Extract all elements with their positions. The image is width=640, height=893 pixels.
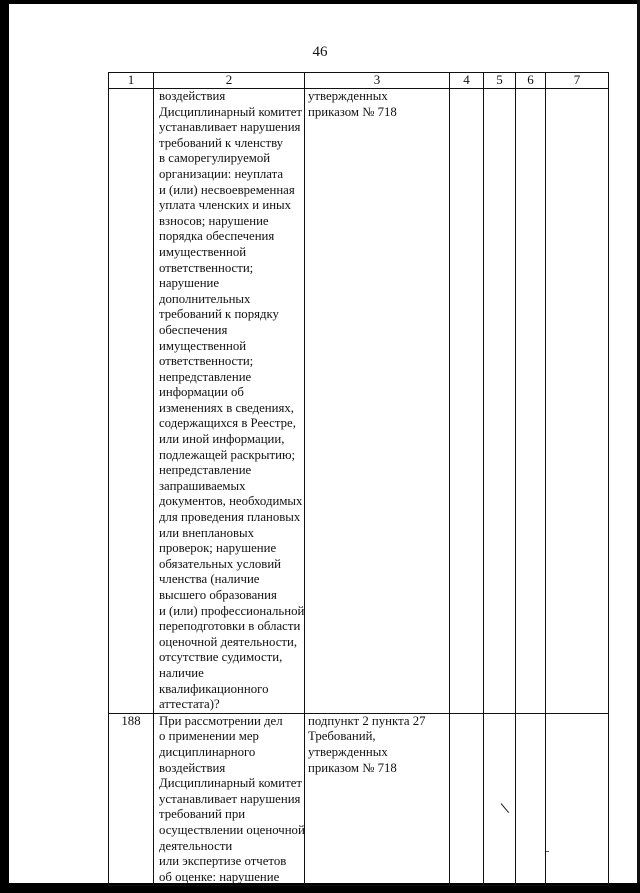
- text-line: устанавливает нарушения: [159, 120, 301, 135]
- text-line: высшего образования: [159, 588, 277, 602]
- text-line: проверок; нарушение: [159, 541, 277, 556]
- text-line: устанавливает нарушения: [159, 791, 301, 806]
- column-header: 3: [305, 73, 450, 89]
- text-line: Дисциплинарный комитет: [159, 104, 302, 119]
- column-header: 2: [154, 73, 305, 89]
- text-line: документов, необходимых: [159, 494, 303, 509]
- empty-cell: [516, 713, 546, 886]
- legal-basis-cell: [305, 89, 450, 714]
- text-line: о применении мер: [159, 729, 259, 744]
- text-line: организации: неуплата: [159, 166, 284, 181]
- text-line: об оценке: нарушение: [159, 869, 280, 884]
- text-line: обязательных условий: [159, 556, 282, 571]
- page-number: 46: [312, 44, 328, 60]
- text-line: осуществлении оценочной: [159, 822, 305, 837]
- text-line: и (или) несвоевременная: [159, 182, 295, 197]
- column-header: 7: [546, 73, 609, 89]
- empty-cell: [484, 89, 516, 714]
- scan-border-top: [0, 0, 640, 4]
- empty-cell: [484, 713, 516, 886]
- row-number-cell: 188: [109, 713, 154, 886]
- column-header: 4: [450, 73, 484, 89]
- text-line: деятельности: [159, 838, 233, 853]
- text-line: воздействия: [159, 760, 226, 775]
- text-line: отсутствие судимости,: [159, 650, 283, 665]
- text-line: утвержденных: [308, 89, 388, 103]
- table-row: [109, 89, 609, 714]
- scan-speck: [546, 851, 549, 852]
- text-line: требований к членству: [159, 135, 284, 150]
- empty-cell: [450, 713, 484, 886]
- text-line: имущественной: [159, 244, 247, 259]
- text-line: непредставление: [159, 369, 252, 384]
- text-line: Требований,: [308, 729, 376, 744]
- column-header: 5: [484, 73, 516, 89]
- text-line: непредставление: [159, 463, 252, 478]
- text-line: или экспертизе отчетов: [159, 854, 287, 869]
- text-line: воздействия: [159, 89, 226, 103]
- text-line: приказом № 718: [308, 104, 397, 119]
- question-cell: [154, 89, 305, 714]
- text-line: приказом № 718: [308, 760, 397, 775]
- text-line: запрашиваемых: [159, 478, 246, 493]
- text-line: порядка обеспечения: [159, 229, 275, 244]
- question-cell: [154, 713, 305, 886]
- text-line: и (или) профессиональной: [159, 603, 305, 618]
- text-line: или иной информации,: [159, 432, 285, 447]
- checklist-table: [108, 72, 609, 886]
- text-line: аттестата)?: [159, 697, 220, 712]
- text-line: ответственности;: [159, 260, 254, 275]
- text-line: утвержденных: [308, 744, 388, 759]
- text-line: имущественной: [159, 338, 247, 353]
- table-row: [109, 713, 609, 886]
- column-header: 6: [516, 73, 546, 89]
- text-line: ответственности;: [159, 354, 254, 369]
- text-line: наличие: [159, 665, 204, 680]
- text-line: изменениях в сведениях,: [159, 400, 294, 415]
- empty-cell: [516, 89, 546, 714]
- text-line: квалификационного: [159, 681, 269, 696]
- text-line: для проведения плановых: [159, 510, 301, 525]
- text-line: обеспечения: [159, 322, 228, 337]
- empty-cell: [450, 89, 484, 714]
- text-line: дисциплинарного: [159, 744, 256, 759]
- text-line: в саморегулируемой: [159, 151, 271, 166]
- text-line: оценочной деятельности,: [159, 634, 298, 649]
- legal-basis-cell: [305, 713, 450, 886]
- text-line: подлежащей раскрытию;: [159, 447, 296, 462]
- text-line: информации об: [159, 385, 244, 400]
- text-line: При рассмотрении дел: [159, 713, 283, 728]
- text-line: подпункт 2 пункта 27: [308, 713, 426, 728]
- text-line: взносов; нарушение: [159, 213, 269, 228]
- text-line: содержащихся в Реестре,: [159, 416, 296, 431]
- empty-cell: [546, 89, 609, 714]
- text-line: дополнительных: [159, 291, 251, 306]
- text-line: переподготовки в области: [159, 619, 301, 634]
- row-number-cell: [109, 89, 154, 714]
- text-line: нарушение: [159, 276, 220, 291]
- text-line: Дисциплинарный комитет: [159, 776, 302, 791]
- column-header: 1: [109, 73, 154, 89]
- text-line: членства (наличие: [159, 572, 260, 587]
- text-line: или внеплановых: [159, 525, 255, 540]
- table-header-row: [109, 73, 609, 89]
- empty-cell: [546, 713, 609, 886]
- text-line: требований к порядку: [159, 307, 279, 322]
- text-line: требований при: [159, 807, 246, 822]
- text-line: уплата членских и иных: [159, 198, 292, 213]
- scan-border-left: [0, 0, 9, 893]
